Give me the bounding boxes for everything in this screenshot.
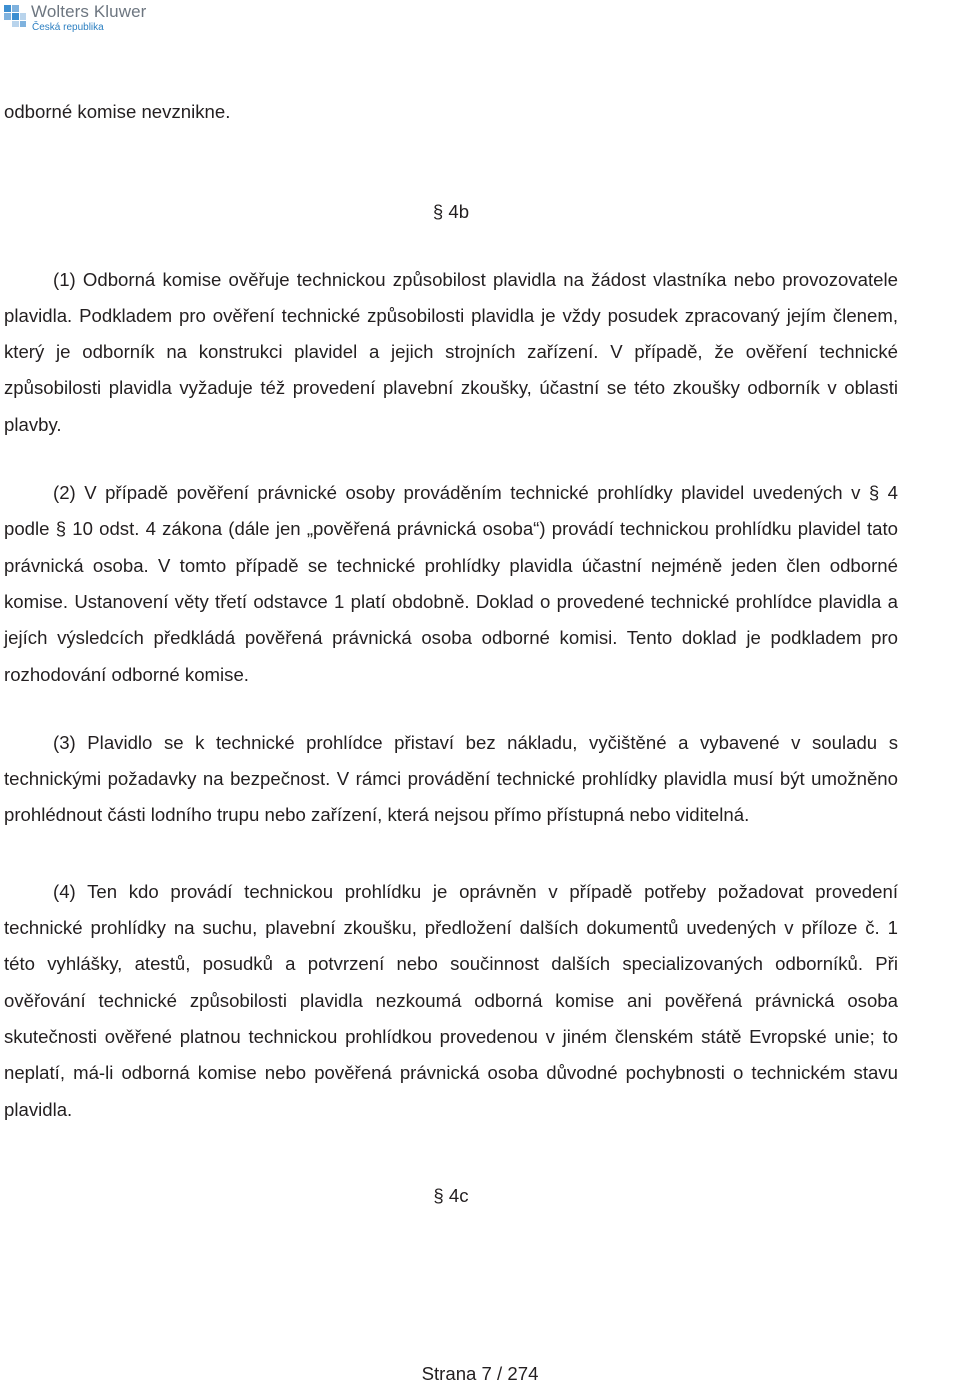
section-heading-4c: § 4c	[433, 1184, 469, 1206]
paragraph-2: (2) V případě pověření právnické osoby prováděním technické prohlídky plavidel uvedených v § 4 podle § 10 odst. 4 zákona (dále jen „pověřená právnická osoba“) provádí technickou prohlídku plavidel tato právnická osoba. V tomto případě se technické prohlídky plavidla účastní nejméně jeden člen odborné komise. Ustanovení věty třetí odstavce 1 platí obdobně. Doklad o provedené technické prohlídce plavidla a jejích výsledcích předkládá pověřená právnická osoba odborné komisi. Tento doklad je podkladem pro rozhodování odborné komise.	[4, 482, 898, 685]
logo-name: Wolters Kluwer	[31, 2, 147, 21]
logo-subtitle: Česká republika	[32, 22, 104, 33]
section-heading-4b: § 4b	[432, 201, 470, 223]
publisher-logo	[3, 2, 146, 38]
paragraph-1: (1) Odborná komise ověřuje technickou způsobilost plavidla na žádost vlastníka nebo provozovatele plavidla. Podkladem pro ověření technické způsobilosti plavidla je vždy posudek zpracovaný jejím členem, který je odborník na konstrukci plavidel a jejich strojních zařízení. V případě, že ověření technické způsobilosti plavidla vyžaduje též provedení plavební zkoušky, účastní se této zkoušky odborník v oblasti plavby.	[4, 268, 898, 435]
paragraph-4: (4) Ten kdo provádí technickou prohlídku je oprávněn v případě potřeby požadovat provedení technické prohlídky na suchu, plavební zkoušku, předložení dalších dokumentů uvedených v příloze č. 1 této vyhlášky, atestů, posudků a potvrzení nebo součinnost dalších specializovaných odborníků. Při ověřování technické způsobilosti plavidla nezkoumá odborná komise ani pověřená právnická osoba skutečnosti ověřené platnou technickou prohlídkou provedenou v jiném členském státě Evropské unie; to neplatí, má-li odborná komise nebo pověřená právnická osoba důvodné pochybnosti o technickém stavu plavidla.	[4, 880, 898, 1120]
intro-line: odborné komise nevznikne.	[4, 101, 231, 122]
paragraph-3: (3) Plavidlo se k technické prohlídce přistaví bez nákladu, vyčištěné a vybavené v souladu s technickými požadavky na bezpečnost. V rámci provádění technické prohlídky plavidla musí být umožněno prohlédnout části lodního trupu nebo zařízení, která nejsou přímo přístupná nebo viditelná.	[4, 731, 898, 826]
document-body	[4, 94, 898, 1214]
page-number: Strana 7 / 274	[421, 1363, 539, 1384]
wolters-kluwer-logo-icon	[3, 4, 27, 28]
